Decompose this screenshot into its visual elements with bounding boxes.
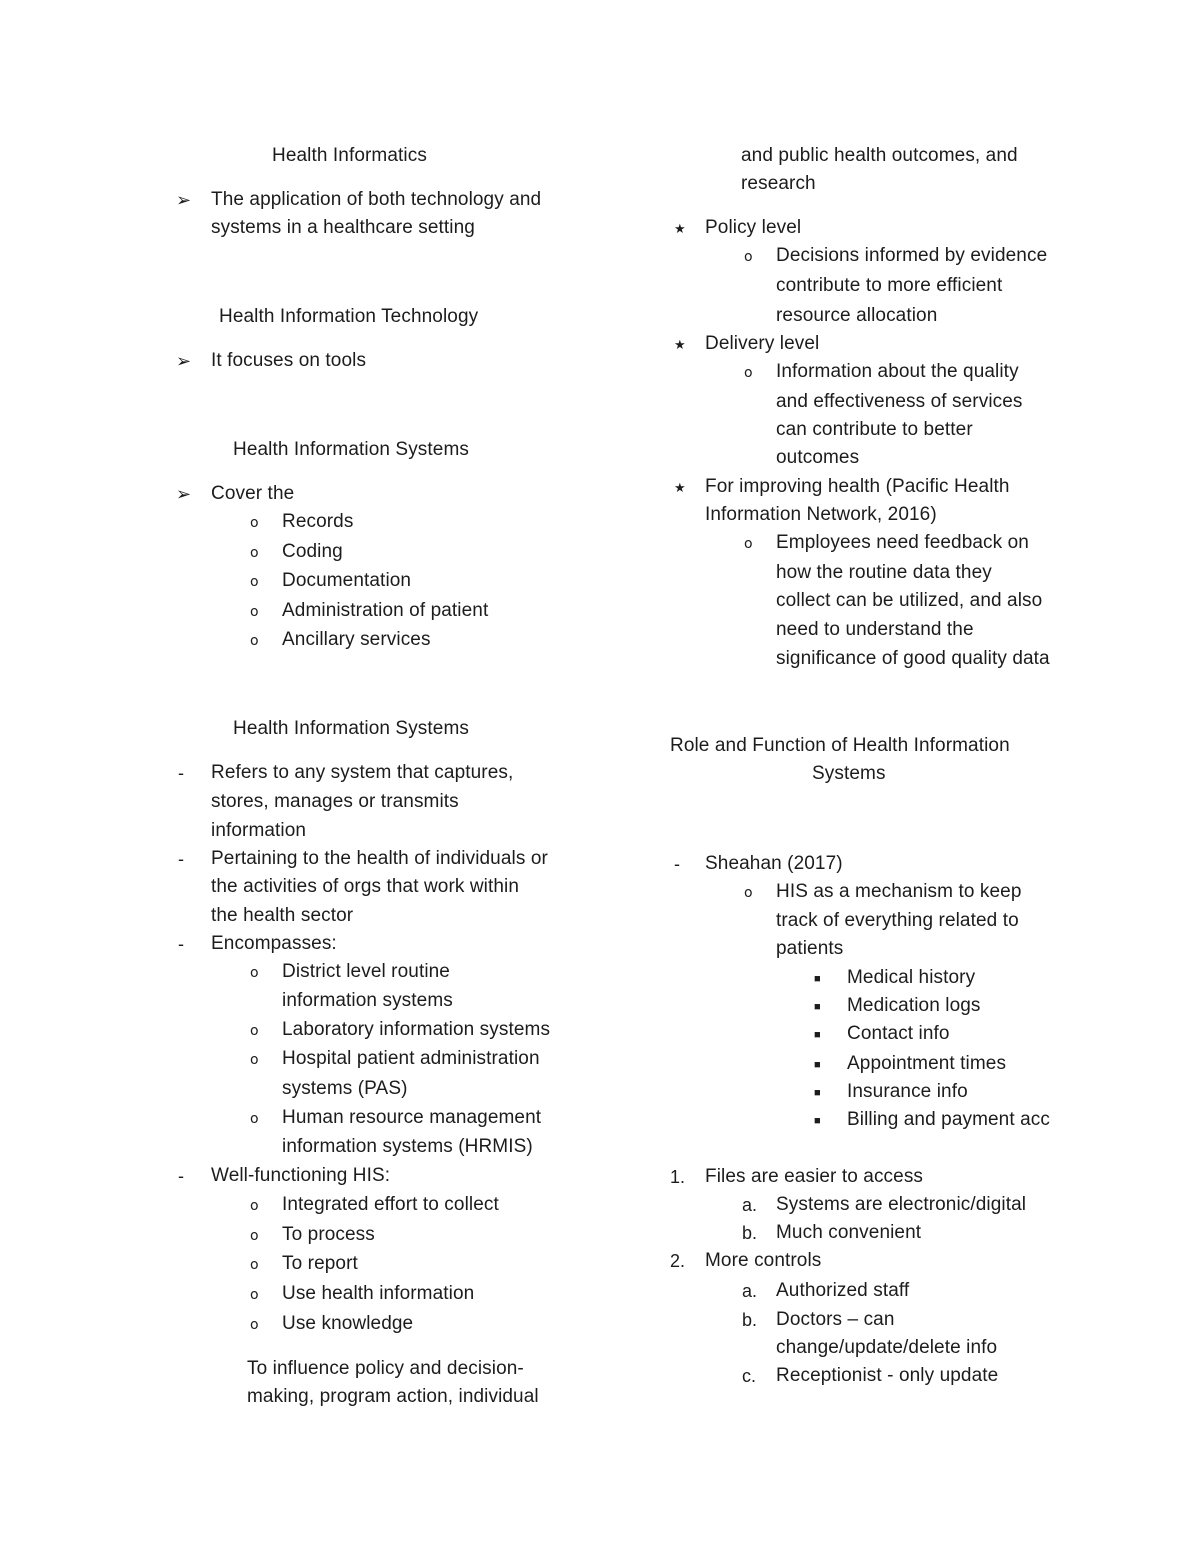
circle-bullet-icon: o <box>250 574 259 590</box>
circle-bullet-icon: o <box>250 1198 259 1214</box>
text-line: stores, manages or transmits <box>211 791 459 812</box>
text-line: Encompasses: <box>211 933 337 954</box>
text-line: Delivery level <box>705 333 820 354</box>
circle-bullet-icon: o <box>744 365 753 381</box>
text-line: Sheahan (2017) <box>705 853 843 874</box>
circle-bullet-icon: o <box>250 1111 259 1127</box>
circle-bullet-icon: o <box>250 1052 259 1068</box>
list-item: patients <box>776 938 844 959</box>
arrow-bullet-icon: ➢ <box>176 190 192 210</box>
circle-bullet-icon: o <box>250 1023 259 1039</box>
text-line: To influence policy and decision- <box>247 1358 524 1379</box>
list-item: Decisions informed by evidence <box>776 245 1048 266</box>
list-letter: a. <box>742 1281 758 1301</box>
list-item: Files are easier to access <box>705 1166 924 1187</box>
circle-bullet-icon: o <box>744 249 753 265</box>
text-line: Pertaining to the health of individuals or <box>211 848 548 869</box>
list-item: Human resource management <box>282 1107 542 1128</box>
circle-bullet-icon: o <box>250 545 259 561</box>
circle-bullet-icon: o <box>250 604 259 620</box>
list-letter: c. <box>742 1366 757 1386</box>
list-item: resource allocation <box>776 305 938 326</box>
circle-bullet-icon: o <box>744 536 753 552</box>
star-bullet-icon: ★ <box>674 480 686 495</box>
list-item: To report <box>282 1253 358 1274</box>
list-item: District level routine <box>282 961 450 982</box>
arrow-bullet-icon: ➢ <box>176 351 192 371</box>
text-line: Cover the <box>211 483 295 504</box>
circle-bullet-icon: o <box>250 515 259 531</box>
list-item: Integrated effort to collect <box>282 1194 499 1215</box>
list-item: collect can be utilized, and also <box>776 590 1043 611</box>
text-line: Policy level <box>705 217 802 238</box>
list-item: information systems (HRMIS) <box>282 1136 533 1157</box>
circle-bullet-icon: o <box>744 885 753 901</box>
list-number: 2. <box>670 1251 686 1271</box>
dash-bullet-icon: - <box>178 934 184 954</box>
dash-bullet-icon: - <box>674 854 680 874</box>
list-item: More controls <box>705 1250 822 1271</box>
list-item: Systems are electronic/digital <box>776 1194 1027 1215</box>
text-line: For improving health (Pacific Health <box>705 476 1010 497</box>
list-item: Ancillary services <box>282 629 431 650</box>
list-item: Billing and payment acc <box>847 1109 1050 1130</box>
list-item: information systems <box>282 990 453 1011</box>
square-bullet-icon: ■ <box>814 1059 821 1071</box>
circle-bullet-icon: o <box>250 1257 259 1273</box>
text-line: and public health outcomes, and <box>741 145 1018 166</box>
circle-bullet-icon: o <box>250 1317 259 1333</box>
text-line: the activities of orgs that work within <box>211 876 520 897</box>
list-item: Insurance info <box>847 1081 968 1102</box>
list-item: Hospital patient administration <box>282 1048 540 1069</box>
list-item: Medical history <box>847 967 976 988</box>
heading-health-information-systems-2: Health Information Systems <box>233 718 469 739</box>
list-item: change/update/delete info <box>776 1337 998 1358</box>
list-letter: a. <box>742 1195 758 1215</box>
list-item: how the routine data they <box>776 562 992 583</box>
text-line: Refers to any system that captures, <box>211 762 514 783</box>
list-letter: b. <box>742 1310 758 1330</box>
list-item: Coding <box>282 541 343 562</box>
text-line: systems in a healthcare setting <box>211 217 475 238</box>
dash-bullet-icon: - <box>178 763 184 783</box>
list-item: systems (PAS) <box>282 1078 408 1099</box>
list-item: Medication logs <box>847 995 981 1016</box>
dash-bullet-icon: - <box>178 1166 184 1186</box>
text-line: research <box>741 173 816 194</box>
circle-bullet-icon: o <box>250 1287 259 1303</box>
circle-bullet-icon: o <box>250 965 259 981</box>
heading-health-information-technology: Health Information Technology <box>219 306 479 327</box>
list-item: To process <box>282 1224 375 1245</box>
list-item: Administration of patient <box>282 600 489 621</box>
text-line: the health sector <box>211 905 354 926</box>
square-bullet-icon: ■ <box>814 1115 821 1127</box>
text-line: Information Network, 2016) <box>705 504 937 525</box>
text-line: information <box>211 820 307 841</box>
star-bullet-icon: ★ <box>674 337 686 352</box>
list-item: Appointment times <box>847 1053 1007 1074</box>
list-item: and effectiveness of services <box>776 391 1023 412</box>
list-item: Documentation <box>282 570 412 591</box>
arrow-bullet-icon: ➢ <box>176 484 192 504</box>
text-line: It focuses on tools <box>211 350 367 371</box>
list-item: HIS as a mechanism to keep <box>776 881 1022 902</box>
text-line: making, program action, individual <box>247 1386 539 1407</box>
list-item: Doctors – can <box>776 1309 895 1330</box>
list-item: Use health information <box>282 1283 475 1304</box>
list-item: need to understand the <box>776 619 974 640</box>
heading-health-information-systems: Health Information Systems <box>233 439 469 460</box>
list-item: Records <box>282 511 354 532</box>
list-number: 1. <box>670 1167 686 1187</box>
square-bullet-icon: ■ <box>814 1087 821 1099</box>
square-bullet-icon: ■ <box>814 973 821 985</box>
list-item: Use knowledge <box>282 1313 414 1334</box>
list-item: Receptionist - only update <box>776 1365 999 1386</box>
list-item: track of everything related to <box>776 910 1019 931</box>
list-item: Authorized staff <box>776 1280 910 1301</box>
dash-bullet-icon: - <box>178 849 184 869</box>
list-item: Information about the quality <box>776 361 1019 382</box>
list-item: Contact info <box>847 1023 950 1044</box>
text-line: The application of both technology and <box>211 189 542 210</box>
list-item: contribute to more efficient <box>776 275 1003 296</box>
list-item: Much convenient <box>776 1222 922 1243</box>
circle-bullet-icon: o <box>250 633 259 649</box>
list-item: significance of good quality data <box>776 648 1050 669</box>
list-item: outcomes <box>776 447 860 468</box>
heading-health-informatics: Health Informatics <box>272 145 427 166</box>
list-item: Laboratory information systems <box>282 1019 551 1040</box>
list-item: Employees need feedback on <box>776 532 1029 553</box>
list-item: can contribute to better <box>776 419 973 440</box>
star-bullet-icon: ★ <box>674 221 686 236</box>
circle-bullet-icon: o <box>250 1228 259 1244</box>
text-line: Well-functioning HIS: <box>211 1165 391 1186</box>
list-letter: b. <box>742 1223 758 1243</box>
square-bullet-icon: ■ <box>814 1001 821 1013</box>
heading-role-function: Role and Function of Health Information <box>670 735 1010 756</box>
heading-role-function-cont: Systems <box>812 763 886 784</box>
square-bullet-icon: ■ <box>814 1029 821 1041</box>
